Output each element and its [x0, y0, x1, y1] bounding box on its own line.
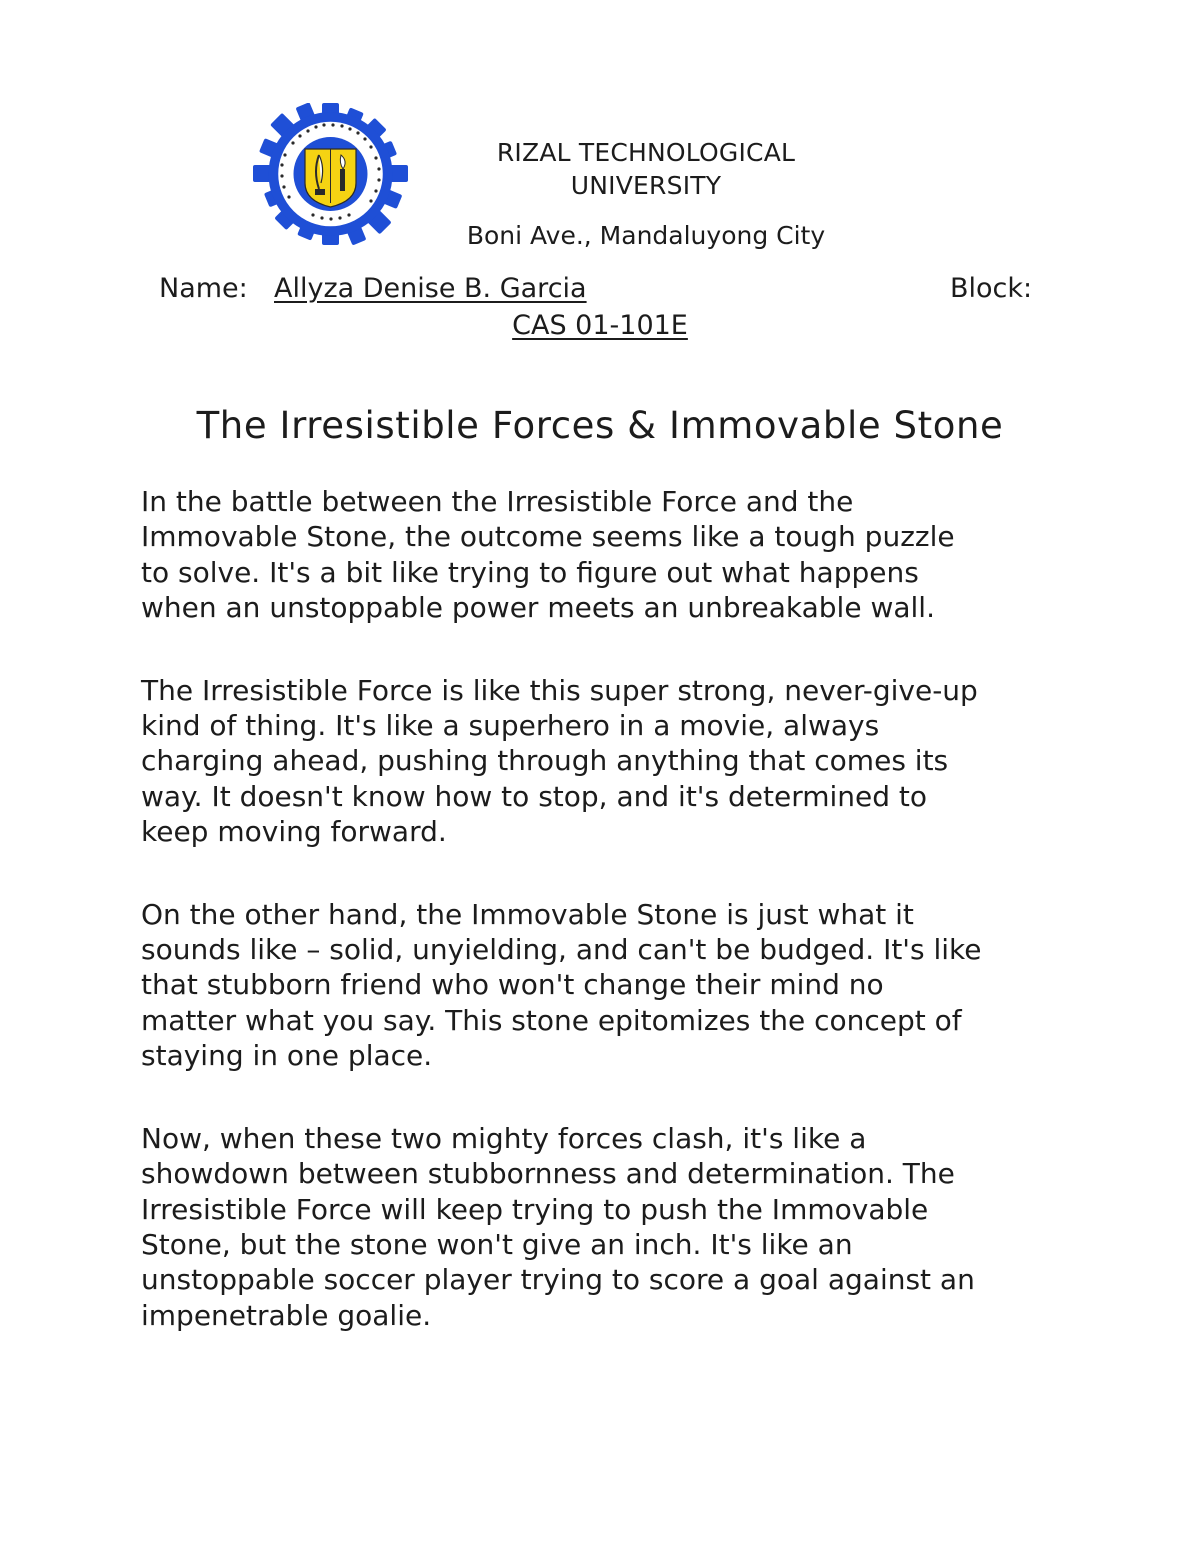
essay-body [141, 484, 1081, 1380]
paragraph: The Irresistible Force is like this super strong, never-give-up kind of thing. It's like a superhero in a movie, always charging ahead, pushing through anything that comes its way. It doesn't know how to stop, and it's determined to keep moving forward. [141, 673, 978, 849]
essay-title: The Irresistible Forces & Immovable Stone [196, 404, 1004, 447]
paragraph: On the other hand, the Immovable Stone is just what it sounds like – solid, unyielding, and can't be budged. It's like that stubborn friend who won't change their mind no matter what you say. This stone epitomizes the concept of staying in one place. [141, 897, 982, 1073]
university-name: RIZAL TECHNOLOGICAL UNIVERSITY [496, 138, 796, 200]
name-label: Name: [159, 273, 248, 304]
paragraph: Now, when these two mighty forces clash, it's like a showdown between stubbornness and determination. The Irresistible Force will keep trying to push the Immovable Stone, but the stone won't give an inch. It's like an unstoppable soccer player trying to score a goal against an impenetrable goalie. [141, 1121, 975, 1332]
block-value: CAS 01-101E [512, 310, 688, 341]
university-address: Boni Ave., Mandaluyong City [466, 221, 826, 250]
paragraph: In the battle between the Irresistible Force and the Immovable Stone, the outcome seems like a tough puzzle to solve. It's a bit like trying to figure out what happens when an unstoppable power meets an unbreakable wall. [141, 485, 955, 625]
block-label: Block: [950, 273, 1033, 304]
rtu-seal-icon [253, 103, 408, 245]
student-name: Allyza Denise B. Garcia [274, 273, 587, 304]
